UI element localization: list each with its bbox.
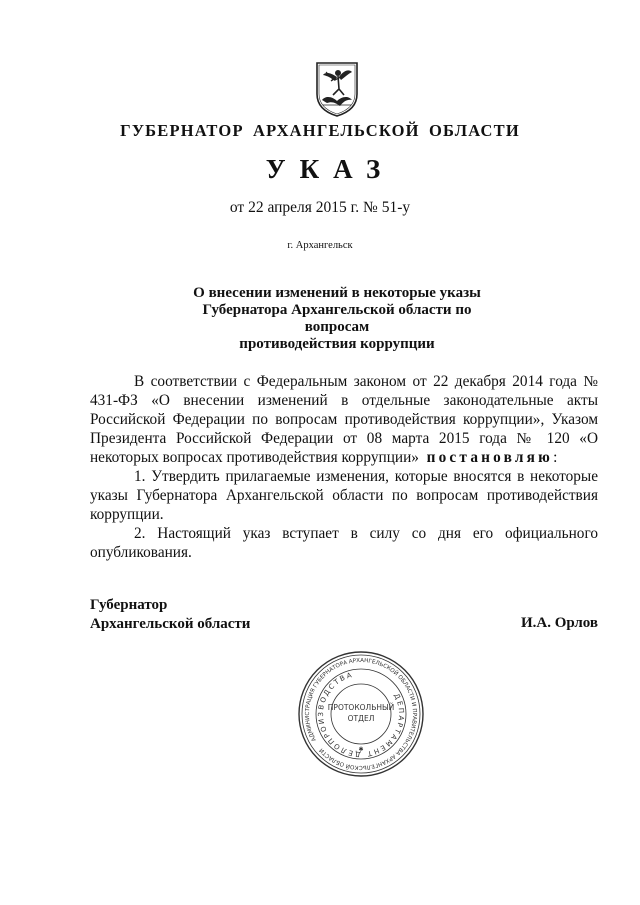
stamp-outer-text: АДМИНИСТРАЦИЯ ГУБЕРНАТОРА АРХАНГЕЛЬСКОЙ ОБЛАСТИ И ПРАВИТЕЛЬСТВА АРХАНГЕЛЬСКОЙ ОБЛАСТИ xyxy=(304,657,418,771)
stamp-inner-text: ДЕПАРТАМЕНТ ДЕЛОПРОИЗВОДСТВА xyxy=(316,670,406,759)
resolve-word: постановляю xyxy=(426,449,554,466)
subject-line: О внесении изменений в некоторые указы xyxy=(193,285,481,301)
preamble-text: В соответствии с Федеральным законом от 22 декабря 2014 года № 431-ФЗ «О внесении изменений в отдельные законодательные акты Российской Федерации по вопросам противодействия коррупции», Указом Президента Российской Федерации от 08 марта 2015 года № 120 «О некоторых вопросах противодействия коррупции» xyxy=(90,373,598,466)
stamp-center-line: ПРОТОКОЛЬНЫЙ xyxy=(327,703,395,712)
signatory-name: И.А. Орлов xyxy=(520,615,598,631)
signatory-title-line: Губернатор xyxy=(90,597,168,613)
signatory-title-line: Архангельской области xyxy=(90,616,251,632)
item-2-paragraph: 2. Настоящий указ вступает в силу со дня его официального опубликования. xyxy=(90,525,598,561)
document-date-number: от 22 апреля 2015 г. № 51-у xyxy=(229,199,411,216)
resolve-colon: : xyxy=(553,449,558,466)
preamble-paragraph xyxy=(90,372,598,467)
subject-line: Губернатора Архангельской области по вопросам xyxy=(202,302,472,335)
document-place: г. Архангельск xyxy=(287,240,353,251)
signatory-title xyxy=(90,596,250,634)
item-1-paragraph: 1. Утвердить прилагаемые изменения, которые вносятся в некоторые указы Губернатора Архангельской области по вопросам противодействия коррупции. xyxy=(90,468,598,523)
document-body xyxy=(90,372,598,562)
official-stamp xyxy=(297,650,425,778)
coat-of-arms-icon xyxy=(313,60,361,118)
document-subject xyxy=(170,285,504,353)
document-type: УКАЗ xyxy=(265,154,395,184)
issuing-authority: ГУБЕРНАТОР АРХАНГЕЛЬСКОЙ ОБЛАСТИ xyxy=(120,121,520,140)
stamp-center-line: ОТДЕЛ xyxy=(347,714,375,723)
subject-line: противодействия коррупции xyxy=(239,336,435,352)
star-icon: ✱ xyxy=(358,746,364,753)
